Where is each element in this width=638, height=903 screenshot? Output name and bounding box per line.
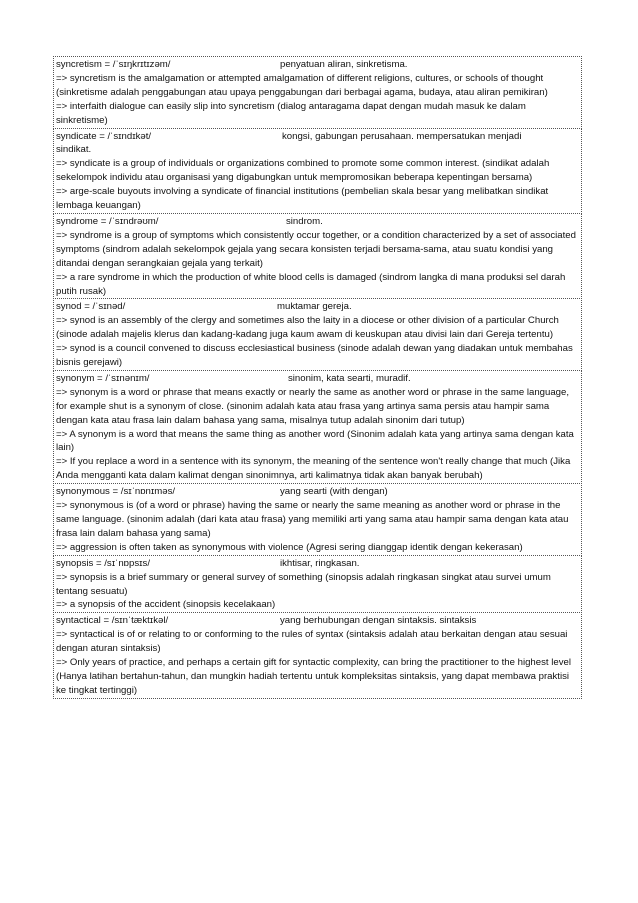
entry-term: synonym = /ˈsɪnənɪm/ <box>56 372 150 384</box>
glossary-page <box>53 57 582 699</box>
entry-gloss: penyatuan aliran, sinkretisma. <box>280 59 408 70</box>
entry-heading <box>56 557 579 571</box>
entry-syndrome <box>53 213 582 299</box>
entry-gloss: sinonim, kata searti, muradif. <box>288 372 411 384</box>
entry-line: => A synonym is a word that means the same thing as another word (Sinonim adalah kata yang artinya sama dengan kata lain) <box>56 428 574 454</box>
entry-line: => synonym is a word or phrase that means exactly or nearly the same as another word or phrase in the same language, for example shut is a synonym of close. (sinonim adalah kata atau frasa yang artinya sama persis atau hampir sama dengan kata atau frasa lain dalam bahasa yang sama, misalnya tutup adalah sinonim dari tutup) <box>56 386 570 426</box>
entry-heading <box>56 372 579 386</box>
entry-line: => a rare syndrome in which the production of white blood cells is damaged (sindrom langka di mana produksi sel darah putih rusak) <box>56 271 566 297</box>
entry-gloss: kongsi, gabungan perusahaan. mempersatukan menjadi <box>282 130 522 142</box>
entry-line: => syndrome is a group of symptoms which consistently occur together, or a condition characterized by a set of associated symptoms (sindrom adalah sekelompok gejala yang secara konsisten terjadi bersama-sama, atau suatu kondisi yang ditandai dengan serangkaian gejala yang terkait) <box>56 229 576 269</box>
entry-gloss: ikhtisar, ringkasan. <box>280 557 360 569</box>
entry-line: => arge-scale buyouts involving a syndicate of financial institutions (pembelian skala besar yang melibatkan sindikat lembaga keuangan) <box>56 186 549 212</box>
entry-term: syndrome = /ˈsɪndrəʊm/ <box>56 215 159 227</box>
entry-term: synopsis = /sɪˈnɒpsɪs/ <box>56 557 151 569</box>
entry-heading <box>56 614 579 628</box>
entry-term: synod = /ˈsɪnəd/ <box>56 301 126 313</box>
entry-gloss: yang berhubungan dengan sintaksis. sintaksis <box>280 615 477 627</box>
entry-syntactical <box>53 612 582 698</box>
entry-line: => If you replace a word in a sentence with its synonym, the meaning of the sentence won't really change that much (Jika Anda mengganti kata dalam kalimat dengan sinonimnya, arti kalimatnya tidak akan banyak berubah) <box>56 456 571 482</box>
entry-line: => a synopsis of the accident (sinopsis kecelakaan) <box>56 599 276 611</box>
entry-line: => synonymous is (of a word or phrase) having the same or nearly the same meaning as another word or phrase in the same language. (sinonim adalah (dari kata atau frasa) yang memiliki arti yang sama atau hampir sama dengan kata atau frasa lain dalam bahasa yang sama) <box>56 500 569 539</box>
entry-synopsis <box>53 555 582 614</box>
entry-gloss: yang searti (with dengan) <box>280 486 388 498</box>
entry-term: syntactical = /sɪnˈtæktɪkəl/ <box>56 615 169 627</box>
entry-heading <box>56 300 579 314</box>
entry-heading <box>56 58 579 72</box>
entry-line: sindikat. <box>56 144 92 156</box>
entry-line: => synod is an assembly of the clergy and sometimes also the laity in a diocese or other division of a particular Church (sinode adalah majelis klerus dan kadang-kadang juga kaum awam di keuskupan atau divisi lain dari Gereja tertentu) <box>56 315 559 341</box>
entry-synonym <box>53 370 582 484</box>
entry-line: => syncretism is the amalgamation or attempted amalgamation of different religions, cultures, or schools of thought (sinkretisme adalah penggabungan atau upaya penggabungan dari berbagai agama, budaya, atau aliran pemikiran) <box>56 72 548 98</box>
entry-line: => synopsis is a brief summary or general survey of something (sinopsis adalah ringkasan singkat atau survei umum tentang sesuatu) <box>56 571 551 597</box>
entry-gloss: sindrom. <box>286 215 323 227</box>
entry-heading <box>56 215 579 229</box>
entry-heading <box>56 130 579 144</box>
entry-term: syncretism = /ˈsɪŋkrɪtɪzəm/ <box>56 59 171 70</box>
entry-term: syndicate = /ˈsɪndɪkət/ <box>56 130 152 142</box>
entry-line: => aggression is often taken as synonymous with violence (Agresi sering dianggap identik dengan kekerasan) <box>56 541 523 553</box>
entry-line: => syntactical is of or relating to or conforming to the rules of syntax (sintaksis adalah atau berkaitan dengan atau sesuai dengan aturan sintaksis) <box>56 629 568 655</box>
entry-line: => synod is a council convened to discuss ecclesiastical business (sinode adalah dewan yang diadakan untuk membahas bisnis gerejawi) <box>56 343 573 369</box>
entry-heading <box>56 485 579 499</box>
entry-synod <box>53 298 582 371</box>
entry-line: => syndicate is a group of individuals or organizations combined to promote some common interest. (sindikat adalah sekelompok individu atau organisasi yang digabungkan untuk mempromosikan beberapa kepentingan bersama) <box>56 158 550 184</box>
entry-line: => interfaith dialogue can easily slip into syncretism (dialog antaragama dapat dengan mudah masuk ke dalam sinkretisme) <box>56 100 526 126</box>
entry-gloss: muktamar gereja. <box>277 301 352 313</box>
entry-term: synonymous = /sɪˈnɒnɪməs/ <box>56 486 176 498</box>
entry-line: => Only years of practice, and perhaps a certain gift for syntactic complexity, can bring the practitioner to the highest level (Hanya latihan bertahun-tahun, dan mungkin hadiah tertentu untuk kompleksitas sintaksis, yang dapat membawa praktisi ke tingkat tertinggi) <box>56 657 571 696</box>
entry-synonymous <box>53 483 582 556</box>
entry-syndicate <box>53 128 582 214</box>
entry-syncretism <box>53 56 582 129</box>
